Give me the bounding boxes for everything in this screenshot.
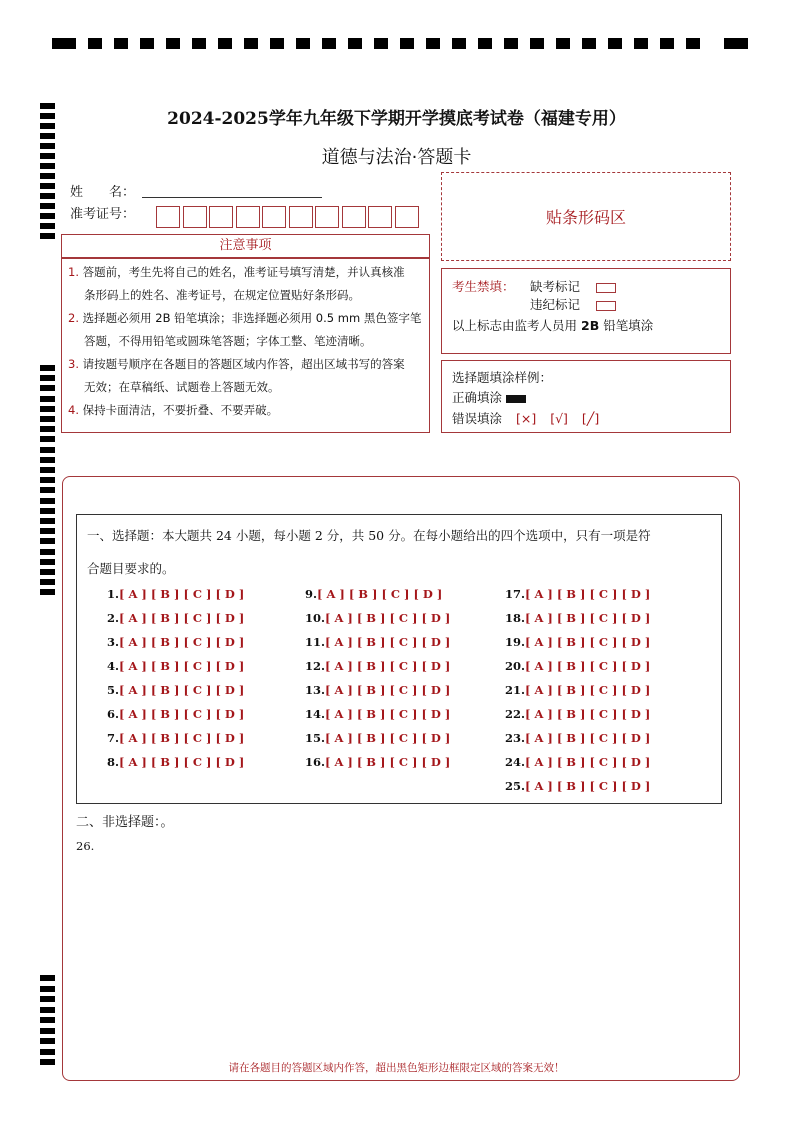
notice-item [68,261,429,307]
timing-mark [40,375,55,381]
question-number: 21. [505,683,526,697]
timing-mark [40,569,55,575]
timing-mark [140,38,154,49]
exam-id-cell[interactable] [395,206,419,228]
name-field[interactable] [142,197,322,198]
question-number: 13. [305,683,326,697]
question-26-label: 26. [76,839,95,853]
timing-mark [40,183,55,189]
notice-item [68,307,429,353]
timing-mark [114,38,128,49]
exam-id-cell[interactable] [342,206,366,228]
sample-wrong-row [452,409,599,427]
violation-mark-label: 违纪标记 [530,297,581,312]
question-number: 20. [505,659,526,673]
timing-mark [52,38,76,49]
choice-question[interactable] [107,587,244,601]
timing-marks-side-lower [40,975,55,1070]
notice-box [61,258,430,433]
choice-question[interactable] [107,707,244,721]
timing-mark [40,406,55,412]
choice-question[interactable] [505,587,650,601]
absent-mark-label: 缺考标记 [530,279,581,294]
timing-mark [40,559,55,565]
answer-options[interactable]: [ A ] [ B ] [ C ] [ D ] [325,731,451,745]
non-choice-title: 二、非选择题：。 [76,815,174,830]
timing-mark [40,233,55,239]
footer-warning: 请在各题目的答题区域内作答，超出黑色矩形边框限定区域的答案无效！ [228,1062,565,1074]
choice-question[interactable] [107,755,244,769]
timing-mark [40,223,55,229]
answer-options[interactable]: [ A ] [ B ] [ C ] [ D ] [119,755,245,769]
timing-mark [192,38,206,49]
exam-id-label: 准考证号： [70,207,136,222]
question-number: 25. [505,779,526,793]
choice-grid [77,515,721,803]
notice-text: 答题前，考生先将自己的姓名，准考证号填写清楚，并认真核准 [82,265,405,279]
wrong-mark-slash: [╱] [581,411,600,426]
notice-text: 条形码上的姓名、准考证号，在规定位置贴好条形码。 [84,288,360,302]
violation-mark-row [530,295,616,313]
timing-mark [40,508,55,514]
timing-mark [40,173,55,179]
notice-number: 3. [68,357,83,371]
timing-mark [40,385,55,391]
exam-id-cell[interactable] [289,206,313,228]
proctor-note-text: 以上标志由监考人员用 [452,318,578,333]
choice-question[interactable] [305,659,450,673]
notice-number: 1. [68,265,83,279]
timing-mark [40,396,55,402]
timing-mark [374,38,388,49]
exam-id-cell[interactable] [209,206,233,228]
page-subtitle: 道德与法治·答题卡 [321,147,472,168]
answer-options[interactable]: [ A ] [ B ] [ C ] [ D ] [525,659,651,673]
sample-wrong-label: 错误填涂 [452,411,503,426]
question-number: 10. [305,611,326,625]
choice-question[interactable] [107,611,244,625]
timing-mark [40,365,55,371]
timing-marks-top [52,38,748,50]
answer-options[interactable]: [ A ] [ B ] [ C ] [ D ] [525,707,651,721]
notice-title: 注意事项 [61,234,430,258]
choice-question[interactable] [107,683,244,697]
sample-box [441,360,731,433]
timing-mark [40,477,55,483]
timing-mark [40,426,55,432]
answer-options[interactable]: [ A ] [ B ] [ C ] [ D ] [119,707,245,721]
timing-mark [218,38,232,49]
timing-mark [40,579,55,585]
question-number: 8. [107,755,120,769]
name-label: 姓 名： [70,185,136,200]
timing-mark [400,38,414,49]
question-26-answer-area[interactable] [76,855,722,1045]
exam-id-cell[interactable] [236,206,260,228]
choice-question[interactable] [505,755,650,769]
choice-question[interactable] [305,731,450,745]
answer-options[interactable]: [ A ] [ B ] [ C ] [ D ] [119,635,245,649]
answer-options[interactable]: [ A ] [ B ] [ C ] [ D ] [317,587,443,601]
timing-mark [40,447,55,453]
question-number: 14. [305,707,326,721]
violation-mark-box[interactable] [596,301,616,311]
proctor-note [452,316,653,334]
timing-mark [686,38,700,49]
timing-mark [40,436,55,442]
timing-mark [40,203,55,209]
question-number: 22. [505,707,526,721]
answer-options[interactable]: [ A ] [ B ] [ C ] [ D ] [325,659,451,673]
wrong-mark-check: [√] [550,411,568,426]
choice-question[interactable] [505,779,650,793]
answer-options[interactable]: [ A ] [ B ] [ C ] [ D ] [325,707,451,721]
timing-mark [244,38,258,49]
timing-mark [40,1038,55,1044]
answer-options[interactable]: [ A ] [ B ] [ C ] [ D ] [525,779,651,793]
answer-options[interactable]: [ A ] [ B ] [ C ] [ D ] [525,755,651,769]
timing-mark [40,528,55,534]
sample-title: 选择题填涂样例： [452,370,553,385]
sample-correct-label: 正确填涂 [452,390,503,405]
timing-mark [40,416,55,422]
question-number: 19. [505,635,526,649]
exam-id-cell[interactable] [315,206,339,228]
choice-question[interactable] [505,731,650,745]
timing-mark [40,538,55,544]
question-number: 2. [107,611,120,625]
timing-mark [40,1007,55,1013]
timing-marks-side-middle [40,365,55,600]
timing-mark [634,38,648,49]
answer-options[interactable]: [ A ] [ B ] [ C ] [ D ] [325,755,451,769]
choice-question[interactable] [305,707,450,721]
notice-item [68,399,429,422]
question-number: 23. [505,731,526,745]
choice-intro-line1: 一、选择题：本大题共 24 小题，每小题 2 分，共 50 分。在每小题给出的四个选项中，只有一项是符 [87,528,651,543]
timing-mark [40,487,55,493]
choice-question[interactable] [107,731,244,745]
absent-mark-box[interactable] [596,283,616,293]
notice-text: 请按题号顺序在各题目的答题区域内作答，超出区域书写的答案 [82,357,405,371]
timing-mark [166,38,180,49]
answer-options[interactable]: [ A ] [ B ] [ C ] [ D ] [525,587,651,601]
answer-options[interactable]: [ A ] [ B ] [ C ] [ D ] [525,731,651,745]
timing-mark [322,38,336,49]
timing-mark [452,38,466,49]
exam-id-cell[interactable] [156,206,180,228]
choice-question[interactable] [305,683,450,697]
exam-id-cell[interactable] [262,206,286,228]
question-number: 12. [305,659,326,673]
proctor-note-bold: 2B [581,318,600,333]
timing-mark [660,38,674,49]
timing-mark [556,38,570,49]
notice-text: 无效；在草稿纸、试题卷上答题无效。 [84,380,280,394]
timing-mark [40,467,55,473]
notice-text: 答题，不得用铅笔或圆珠笔答题；字体工整、笔迹清晰。 [84,334,372,348]
timing-mark [88,38,102,49]
choice-question[interactable] [505,611,650,625]
answer-options[interactable]: [ A ] [ B ] [ C ] [ D ] [325,635,451,649]
answer-options[interactable]: [ A ] [ B ] [ C ] [ D ] [119,731,245,745]
question-number: 1. [107,587,120,601]
exam-id-cells[interactable] [156,206,420,228]
barcode-area [441,172,731,261]
answer-options[interactable]: [ A ] [ B ] [ C ] [ D ] [525,635,651,649]
exam-id-cell[interactable] [368,206,392,228]
sample-correct-row [452,388,526,406]
choice-question[interactable] [107,659,244,673]
timing-mark [40,193,55,199]
choice-question[interactable] [107,635,244,649]
proctor-box [441,268,731,354]
absent-mark-row [530,277,616,295]
timing-mark [582,38,596,49]
question-number: 5. [107,683,120,697]
answer-options[interactable]: [ A ] [ B ] [ C ] [ D ] [325,611,451,625]
timing-mark [40,498,55,504]
timing-mark [348,38,362,49]
answer-options[interactable]: [ A ] [ B ] [ C ] [ D ] [119,683,245,697]
timing-mark [530,38,544,49]
timing-mark [40,986,55,992]
answer-options[interactable]: [ A ] [ B ] [ C ] [ D ] [119,611,245,625]
wrong-mark-cross: [×] [516,411,537,426]
choice-question[interactable] [305,635,450,649]
choice-question[interactable] [505,707,650,721]
choice-question[interactable] [505,635,650,649]
question-number: 17. [505,587,526,601]
proctor-label: 考生禁填： [452,279,515,294]
notice-number: 2. [68,311,83,325]
notice-text: 保持卡面清洁，不要折叠、不要弄破。 [82,403,279,417]
timing-mark [296,38,310,49]
answer-options[interactable]: [ A ] [ B ] [ C ] [ D ] [325,683,451,697]
timing-mark [426,38,440,49]
question-number: 24. [505,755,526,769]
choice-question[interactable] [305,587,442,601]
timing-mark [270,38,284,49]
timing-mark [40,518,55,524]
timing-mark [40,1028,55,1034]
choice-question[interactable] [505,683,650,697]
choice-question[interactable] [305,755,450,769]
question-number: 9. [305,587,318,601]
answer-options[interactable]: [ A ] [ B ] [ C ] [ D ] [119,587,245,601]
choice-question[interactable] [305,611,450,625]
timing-mark [608,38,622,49]
choice-intro-line2: 合题目要求的。 [87,561,175,576]
timing-mark [40,589,55,595]
barcode-label: 贴条形码区 [545,208,626,227]
timing-mark [724,38,748,49]
filled-mark-icon [506,395,526,403]
timing-mark [40,457,55,463]
notice-text: 选择题必须用 2B 铅笔填涂；非选择题必须用 0.5 mm 黑色签字笔 [82,311,422,325]
question-number: 18. [505,611,526,625]
timing-mark [504,38,518,49]
timing-mark [40,1017,55,1023]
question-number: 16. [305,755,326,769]
timing-mark [40,133,55,139]
question-number: 4. [107,659,120,673]
page-title: 2024-2025学年九年级下学期开学摸底考试卷（福建专用） [167,109,626,129]
notice-item [68,353,429,399]
question-number: 6. [107,707,120,721]
question-number: 3. [107,635,120,649]
timing-mark [40,996,55,1002]
timing-mark [40,549,55,555]
timing-mark [40,975,55,981]
notice-number: 4. [68,403,83,417]
timing-mark [40,213,55,219]
answer-options[interactable]: [ A ] [ B ] [ C ] [ D ] [525,683,651,697]
question-number: 15. [305,731,326,745]
choice-question[interactable] [505,659,650,673]
answer-options[interactable]: [ A ] [ B ] [ C ] [ D ] [119,659,245,673]
timing-mark [478,38,492,49]
answer-options[interactable]: [ A ] [ B ] [ C ] [ D ] [525,611,651,625]
choice-section [76,514,722,804]
question-number: 7. [107,731,120,745]
timing-mark [40,1049,55,1055]
proctor-note-text-end: 铅笔填涂 [603,318,654,333]
exam-id-cell[interactable] [183,206,207,228]
question-number: 11. [305,635,326,649]
